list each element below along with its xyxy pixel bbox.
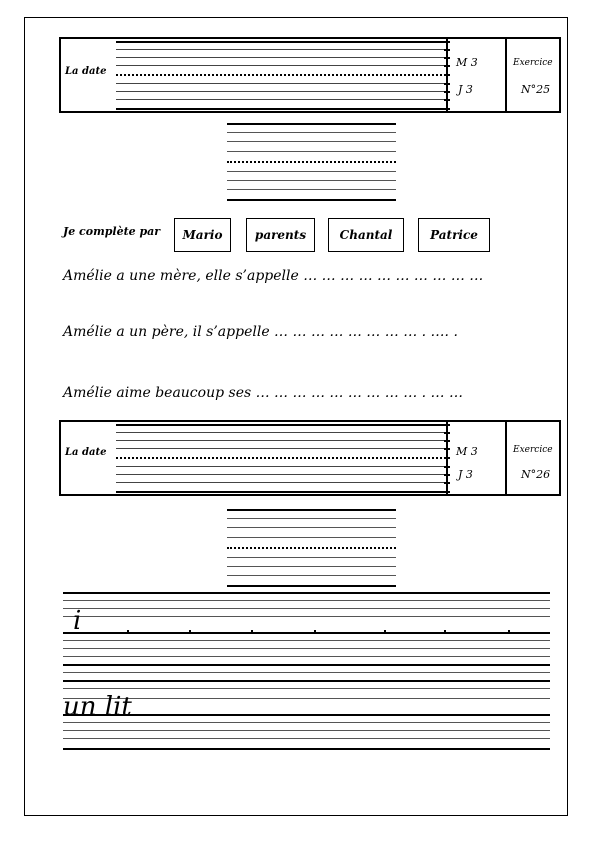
choice-box-mario: Mario xyxy=(174,218,231,252)
exercise-header-26 xyxy=(59,420,561,496)
choice-box-chantal: Chantal xyxy=(328,218,404,252)
sentence-2: Amélie a un père, il s’appelle … … … … … … … … . …. . xyxy=(63,324,458,340)
month-label: M 3 xyxy=(456,56,478,69)
instruction-label: Je complète par xyxy=(63,225,161,238)
month-day-cell xyxy=(446,39,505,111)
choice-box-parents: parents xyxy=(246,218,315,252)
exercise-cell xyxy=(505,422,559,494)
date-label: La date xyxy=(65,447,107,458)
choice-box-patrice: Patrice xyxy=(418,218,490,252)
name-writing-lines xyxy=(227,509,396,587)
model-word-un-lit: un lit xyxy=(63,692,132,722)
day-label: J 3 xyxy=(458,83,473,96)
exercise-label: Exercice xyxy=(513,58,553,68)
exercise-number: N°26 xyxy=(521,468,551,481)
date-writing-lines xyxy=(116,424,446,494)
exercise-cell xyxy=(505,39,559,111)
sentence-3: Amélie aime beaucoup ses … … … … … … … … … . … … xyxy=(63,385,464,401)
date-label: La date xyxy=(65,66,107,77)
handwriting-practice-lines xyxy=(63,592,550,752)
name-writing-lines xyxy=(227,123,396,201)
exercise-number: N°25 xyxy=(521,83,551,96)
date-writing-lines xyxy=(116,41,446,111)
sentence-1: Amélie a une mère, elle s’appelle … … … … … … … … … … xyxy=(63,268,484,284)
model-letter-i: i xyxy=(73,606,82,636)
exercise-label: Exercice xyxy=(513,445,553,455)
exercise-header-25 xyxy=(59,37,561,113)
month-label: M 3 xyxy=(456,445,478,458)
day-label: J 3 xyxy=(458,468,473,481)
month-day-cell xyxy=(446,422,505,494)
